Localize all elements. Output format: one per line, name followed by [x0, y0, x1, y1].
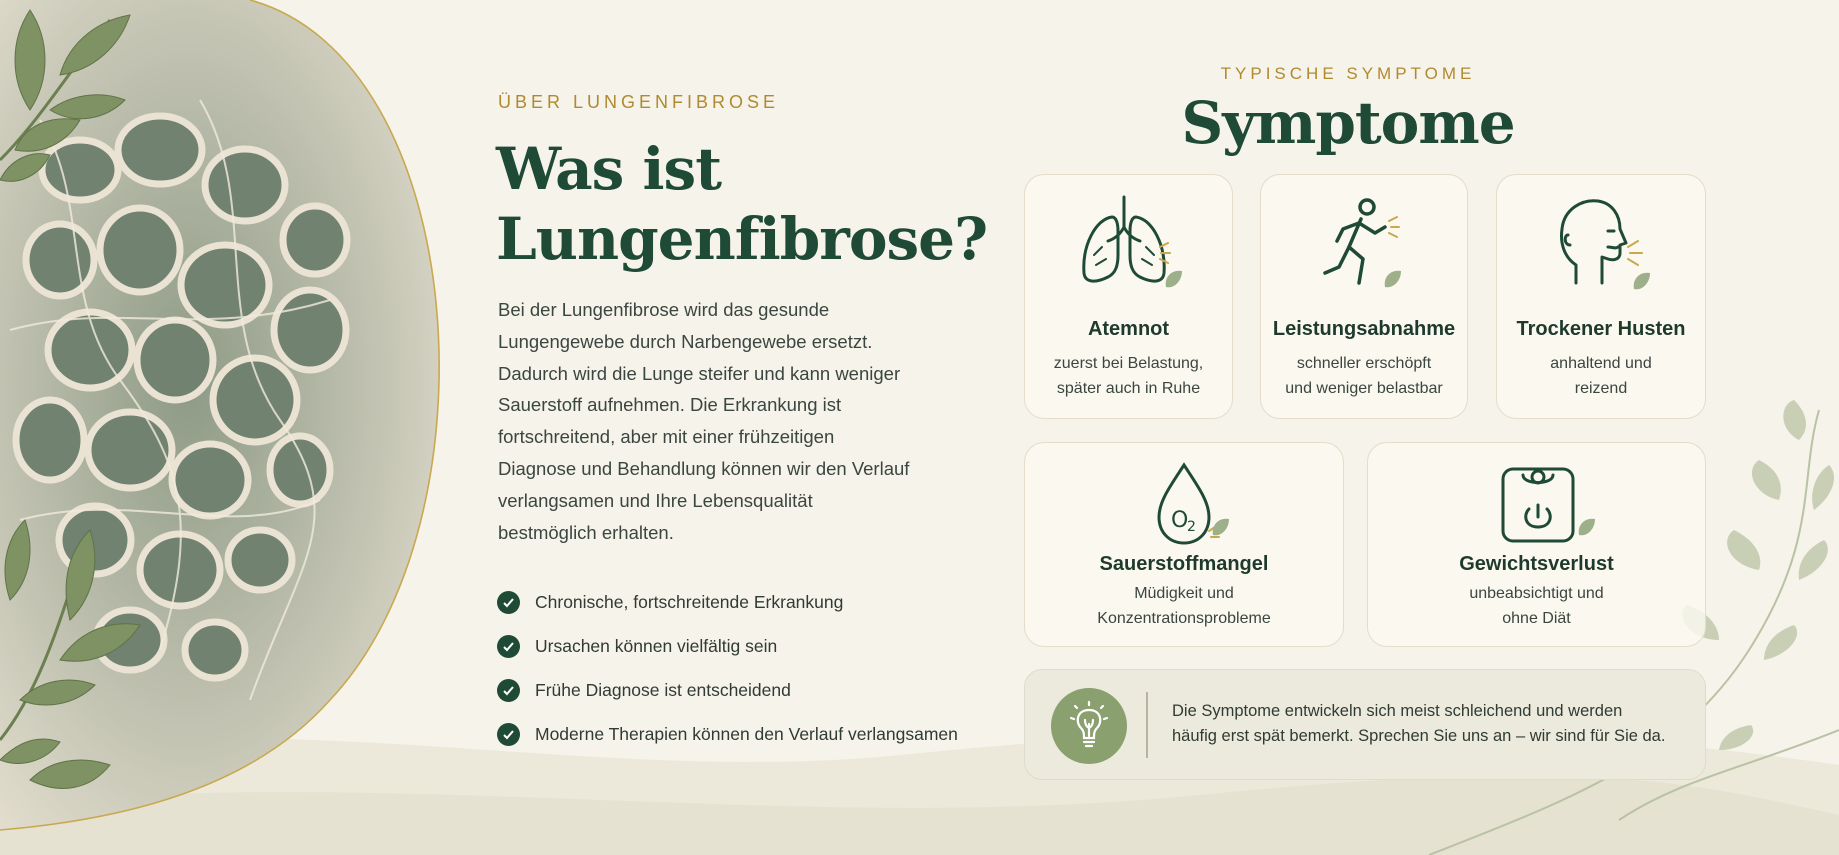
scale-icon — [1477, 461, 1597, 551]
description-line: ohne Diät — [1502, 610, 1571, 627]
section-eyebrow: ÜBER LUNGENFIBROSE — [498, 92, 780, 112]
intro-line: Bei der Lungenfibrose wird das gesunde — [498, 299, 830, 320]
description-line: zuerst bei Belastung, — [1053, 355, 1204, 372]
symptom-description — [1035, 581, 1333, 631]
lungs-icon — [1074, 195, 1184, 295]
description-line: reizend — [1574, 380, 1628, 397]
note-text — [1172, 699, 1692, 749]
intro-line: bestmöglich erhalten. — [498, 521, 674, 543]
key-facts-list — [497, 580, 958, 756]
intro-line: fortschreitend, aber mit einer frühzeitigen — [498, 426, 835, 448]
symptom-card-leistungsabnahme — [1260, 174, 1468, 419]
list-item-label: Moderne Therapien können den Verlauf verlangsamen — [535, 723, 958, 744]
list-item-label: Chronische, fortschreitende Erkrankung — [535, 591, 844, 612]
check-icon — [497, 591, 520, 614]
title-line-2: Lungenfibrose? — [496, 205, 988, 273]
description-line: Müdigkeit und — [1134, 585, 1234, 602]
symptom-title: Atemnot — [1087, 318, 1170, 340]
symptom-title: Gewichtsverlust — [1459, 553, 1614, 575]
symptom-description — [1378, 581, 1695, 631]
intro-line: Lungengewebe durch Narbengewebe ersetzt. — [498, 330, 873, 352]
symptom-description — [1271, 351, 1457, 401]
check-icon — [497, 723, 520, 746]
symptom-title: Sauerstoffmangel — [1099, 553, 1269, 575]
info-note — [1024, 669, 1706, 780]
title-line-1: Was ist — [496, 135, 721, 203]
list-item — [497, 668, 958, 712]
list-item-label: Ursachen können vielfältig sein — [535, 635, 778, 656]
description-line: später auch in Ruhe — [1056, 380, 1201, 397]
description-line: Konzentrationsprobleme — [1097, 610, 1271, 627]
description-line: anhaltend und — [1550, 355, 1652, 372]
symptom-card-gewichtsverlust — [1367, 442, 1706, 647]
symptom-title: Trockener Husten — [1516, 318, 1686, 340]
note-divider — [1146, 692, 1148, 758]
symptom-card-trockener-husten — [1496, 174, 1706, 419]
intro-line: Dadurch wird die Lunge steifer und kann weniger — [498, 362, 901, 384]
symptom-description — [1507, 351, 1695, 401]
description-line: und weniger belastbar — [1285, 380, 1443, 397]
intro-line: Diagnose und Behandlung können wir den Verlauf — [498, 457, 910, 479]
intro-line: verlangsamen und Ihre Lebensqualität — [498, 489, 813, 511]
oxygen-drop-icon — [1129, 461, 1239, 551]
running-person-icon — [1309, 195, 1419, 295]
symptom-description — [1035, 351, 1222, 401]
intro-line: Sauerstoff aufnehmen. Die Erkrankung ist — [498, 394, 842, 416]
symptoms-title: Symptome — [1181, 89, 1515, 157]
intro-paragraph — [498, 294, 928, 548]
svg-text:O: O — [1171, 508, 1189, 533]
symptom-card-atemnot — [1024, 174, 1233, 419]
symptom-title: Leistungsabnahme — [1272, 318, 1456, 340]
description-line: unbeabsichtigt und — [1469, 585, 1604, 602]
check-icon — [497, 679, 520, 702]
description-line: schneller erschöpft — [1296, 355, 1432, 372]
symptom-card-sauerstoffmangel — [1024, 442, 1344, 647]
lightbulb-icon — [1051, 688, 1127, 764]
lung-tissue-image — [0, 0, 470, 855]
note-line: häufig erst spät bemerkt. Sprechen Sie uns an – wir sind für Sie da. — [1172, 727, 1666, 745]
coughing-head-icon — [1546, 195, 1656, 295]
list-item — [497, 624, 958, 668]
page-title — [496, 134, 988, 274]
note-line: Die Symptome entwickeln sich meist schleichend und werden — [1172, 702, 1623, 720]
check-icon — [497, 635, 520, 658]
svg-text:2: 2 — [1187, 519, 1196, 535]
list-item-label: Frühe Diagnose ist entscheidend — [535, 679, 791, 700]
list-item — [497, 580, 958, 624]
symptoms-eyebrow: TYPISCHE SYMPTOME — [1220, 64, 1476, 83]
list-item — [497, 712, 958, 756]
